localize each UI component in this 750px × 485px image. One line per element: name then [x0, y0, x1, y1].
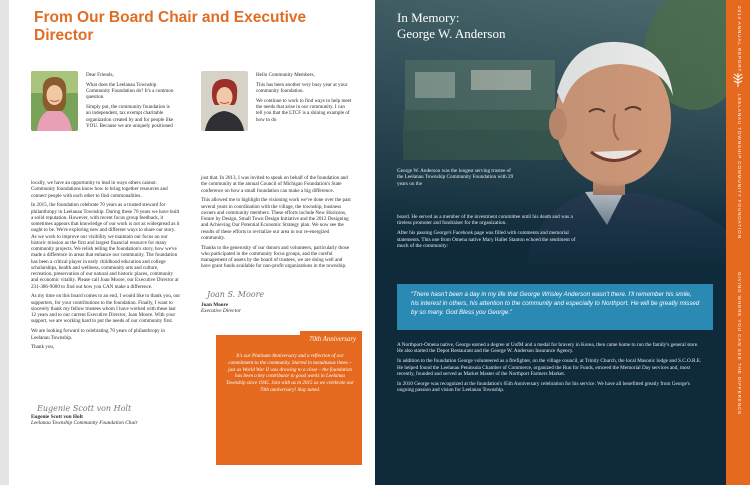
- memorial-paragraph: After his passing George's Facebook page was filled with comments and memorial statements. This one from Omena native Mary Hallet Stanton echoed the sentiment of much of the community:: [397, 230, 576, 250]
- memorial-paragraph: board. He served as a member of the investment committee until his death and was a tireless promoter and fundraiser for the organization.: [397, 214, 573, 227]
- chair-paragraph: Thank you,: [31, 344, 55, 351]
- ed-name: Joan Moore: [201, 302, 229, 308]
- memorial-title-line1: In Memory:: [397, 10, 460, 25]
- anniversary-callout: [216, 335, 362, 465]
- tree-logo-icon: [731, 72, 745, 88]
- chair-name: Eugenie Scott von Holt: [31, 414, 83, 420]
- chair-signer-block: [31, 414, 181, 427]
- memorial-title: [397, 10, 597, 42]
- side-band: [726, 0, 750, 485]
- page-spine: [0, 0, 9, 485]
- ed-letter-body: [201, 175, 353, 273]
- band-tagline: GIVING WHERE YOU CAN SEE THE DIFFERENCE: [737, 272, 742, 416]
- ed-paragraph: just that. In 2013, I was invited to speak on behalf of the foundation and the community at the annual Council of Michigan Foundation's State conference on how a small foundation can make a big difference.: [201, 175, 348, 194]
- chair-portrait-photo: [31, 71, 78, 131]
- anniversary-title: 70th Anniversary: [309, 336, 356, 343]
- ed-paragraph: This allowed me to highlight the visioning work we've done over the past several years in coordination with the village, the township, business owners and community members. These efforts include New Horizons, Future by Design, Small Town Design Initiative and the 2012 Designing and Achieving Our Potential Economic Strategy plan. We now see the results of these efforts to revitalize our area in our re-energized community.: [201, 197, 351, 241]
- memorial-quote: “There hasn't been a day in my life that George Wrisley Anderson wasn't there. I'll remember his smile, his interest in others, his attention to the community and especially to Northport. He will be greatly missed by so many. God Bless you George.”: [411, 291, 700, 317]
- page-title: From Our Board Chair and Executive Director: [34, 9, 307, 44]
- ed-signer-block: [201, 302, 351, 315]
- chair-letter-body: [31, 180, 181, 354]
- chair-paragraph: What does the Leelanau Township Community Foundation do? It's a common question.: [86, 81, 174, 101]
- chair-letter-intro: [86, 72, 174, 133]
- ed-paragraph: Thanks to the generosity of our donors and volunteers, particularly those who participated in the community focus groups, and the careful management of assets by the board of trustees, we are doing well and have grant funds available for non-profit organizations in the township.: [201, 244, 350, 270]
- chair-paragraph: locally, we have an opportunity to lead in ways others cannot. Community foundations know how to bring together resources and connect people with each other to find commonalities.: [31, 180, 168, 199]
- memorial-intro-continued: [397, 214, 587, 253]
- memorial-title-line2: George W. Anderson: [397, 26, 506, 41]
- chair-role: Leelanau Township Community Foundation Chair: [31, 420, 138, 427]
- ed-role: Executive Director: [201, 308, 241, 315]
- chair-paragraph: As my time on this board comes to an end, I would like to thank you, our supporters, for your contributions to the foundation. Finally, I want to sincerely thank my fellow trustees whom I have worked with these last 12 years and to our current Executive Director, Joan Moore. With your support, we are working hard to put the needs of our community first.: [31, 293, 181, 325]
- memorial-paragraph: In addition to the foundation George volunteered as a firefighter, on the village council, at Trinity Church, the local Masonic lodge and S.C.O.R.E. He helped found the Leelanau Peninsula Chamber of Commerce, organized the Run for Funds, emceed the Memorial Day services and, most recently, founded and served as Market Master of the Northport Farmers Market.: [397, 358, 702, 378]
- ed-paragraph: Hello Community Members,: [256, 72, 315, 78]
- memorial-quote-box: [397, 284, 713, 330]
- executive-director-portrait-photo: [201, 71, 248, 131]
- band-annual-report-label: 2014 ANNUAL REPORT: [737, 6, 742, 73]
- memorial-paragraph: In 2010 George was recognized at the foundation's 65th Anniversary celebration for his service. We have all benefitted greatly from George's ongoing passion and vision for Leelanau Township.: [397, 380, 690, 394]
- ed-paragraph: We continue to work to find ways to help meet the needs that arise in our community. I can tell you that the LTCF is a shining example of how to do: [256, 97, 352, 123]
- memorial-biography: [397, 342, 702, 397]
- anniversary-text: It's our Platinum Anniversary and a reflection of our commitment to the community. Started in tumultuous times – just as World War II was drawing to a close – the foundation has been a key contributor to good works in Leelanau Township since 1945. Join with us in 2015 as we celebrate our 70th anniversary! Stay tuned.: [226, 353, 354, 393]
- chair-paragraph: Simply put, the community foundation is an independent, tax exempt charitable organization created by and for people like YOU. Because we are uniquely positioned: [86, 104, 174, 129]
- ed-signature: Joan S. Moore: [207, 290, 265, 299]
- chair-paragraph: Dear Friends,: [86, 72, 114, 78]
- ed-paragraph: This has been another very busy year at your community foundation.: [256, 81, 348, 95]
- chair-signature: Eugenie Scott von Holt: [37, 404, 132, 413]
- chair-paragraph: In 2015, the foundation celebrate 70 years as a trusted steward for philanthropy in Leelanau Township. During these 70 years we have built a solid reputation. However, with recent focus group feedback, it sometimes appears that knowledge of our work is not as widespread as it ought to be. We're exploring new and different ways to share our story. As we work to improve our visibility we maintain our focus on our historic mission as the first and largest financial resource for many community projects. We relish telling the foundation's story, how we've made a difference in areas that enhance our community. The foundation has been a critical player in early childhood education and college scholarships, health and wellness, community arts and culture, recreation, preservation of our natural and historic places, community and economic vitality. Please call Joan Moore, our Executive Director at 231-386-9000 to find out how you CAN make a difference.: [31, 202, 180, 290]
- right-page: [375, 0, 750, 485]
- band-foundation-name: LEELANAU TOWNSHIP COMMUNITY FOUNDATION: [737, 94, 742, 239]
- memorial-intro: George W. Anderson was the longest serving trustee of the Leelanau Township Community Foundation with 29 years on the: [397, 168, 514, 187]
- chair-paragraph: We are looking forward to celebrating 70 years of philanthropy in Leelanau Township.: [31, 328, 165, 341]
- ed-letter-intro: [256, 72, 352, 127]
- memorial-paragraph: A Northport-Omena native, George earned a degree at UofM and a medal for bravery in Korea, then came home to run the family's general store. He also started the Depot Restaurant and the George W. Anderson Insurance Agency.: [397, 342, 699, 355]
